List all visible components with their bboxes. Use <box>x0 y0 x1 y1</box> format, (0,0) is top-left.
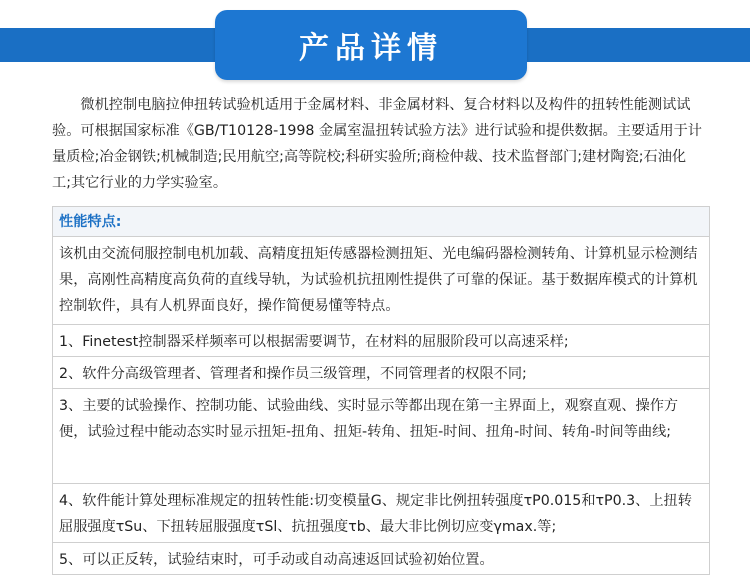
features-table <box>52 206 710 575</box>
feature-item: 2、软件分高级管理者、管理者和操作员三级管理，不同管理者的权限不同; <box>53 357 709 389</box>
features-heading: 性能特点: <box>53 207 709 237</box>
banner-pill <box>215 10 527 80</box>
feature-item: 1、Finetest控制器采样频率可以根据需要调节，在材料的屈服阶段可以高速采样; <box>53 325 709 357</box>
features-description: 该机由交流伺服控制电机加载、高精度扭矩传感器检测扭矩、光电编码器检测转角、计算机显示检测结果，高刚性高精度高负荷的直线导轨，为试验机抗扭刚性提供了可靠的保证。基于数据库模式的计算机控制软件，具有人机界面良好，操作简便易懂等特点。 <box>53 237 709 325</box>
feature-item: 5、可以正反转，试验结束时，可手动或自动高速返回试验初始位置。 <box>53 543 709 575</box>
title-banner <box>0 10 750 80</box>
feature-item: 4、软件能计算处理标准规定的扭转性能:切变模量G、规定非比例扭转强度τP0.015和τP0.3、上扭转屈服强度τSu、下扭转屈服强度τSl、抗扭强度τb、最大非比例切应变γmax.等; <box>53 484 709 543</box>
intro-paragraph: 微机控制电脑拉伸扭转试验机适用于金属材料、非金属材料、复合材料以及构件的扭转性能测试试验。可根据国家标准《GB/T10128-1998 金属室温扭转试验方法》进行试验和提供数据。主要适用于计量质检;冶金钢铁;机械制造;民用航空;高等院校;科研实验所;商检仲裁、技术监督部门;建材陶瓷;石油化工;其它行业的力学实验室。 <box>52 97 702 191</box>
feature-item: 3、主要的试验操作、控制功能、试验曲线、实时显示等都出现在第一主界面上，观察直观、操作方便，试验过程中能动态实时显示扭矩-扭角、扭矩-转角、扭矩-时间、扭角-时间、转角-时间等曲线; <box>53 389 709 484</box>
page-title: 产品详情 <box>299 31 443 66</box>
